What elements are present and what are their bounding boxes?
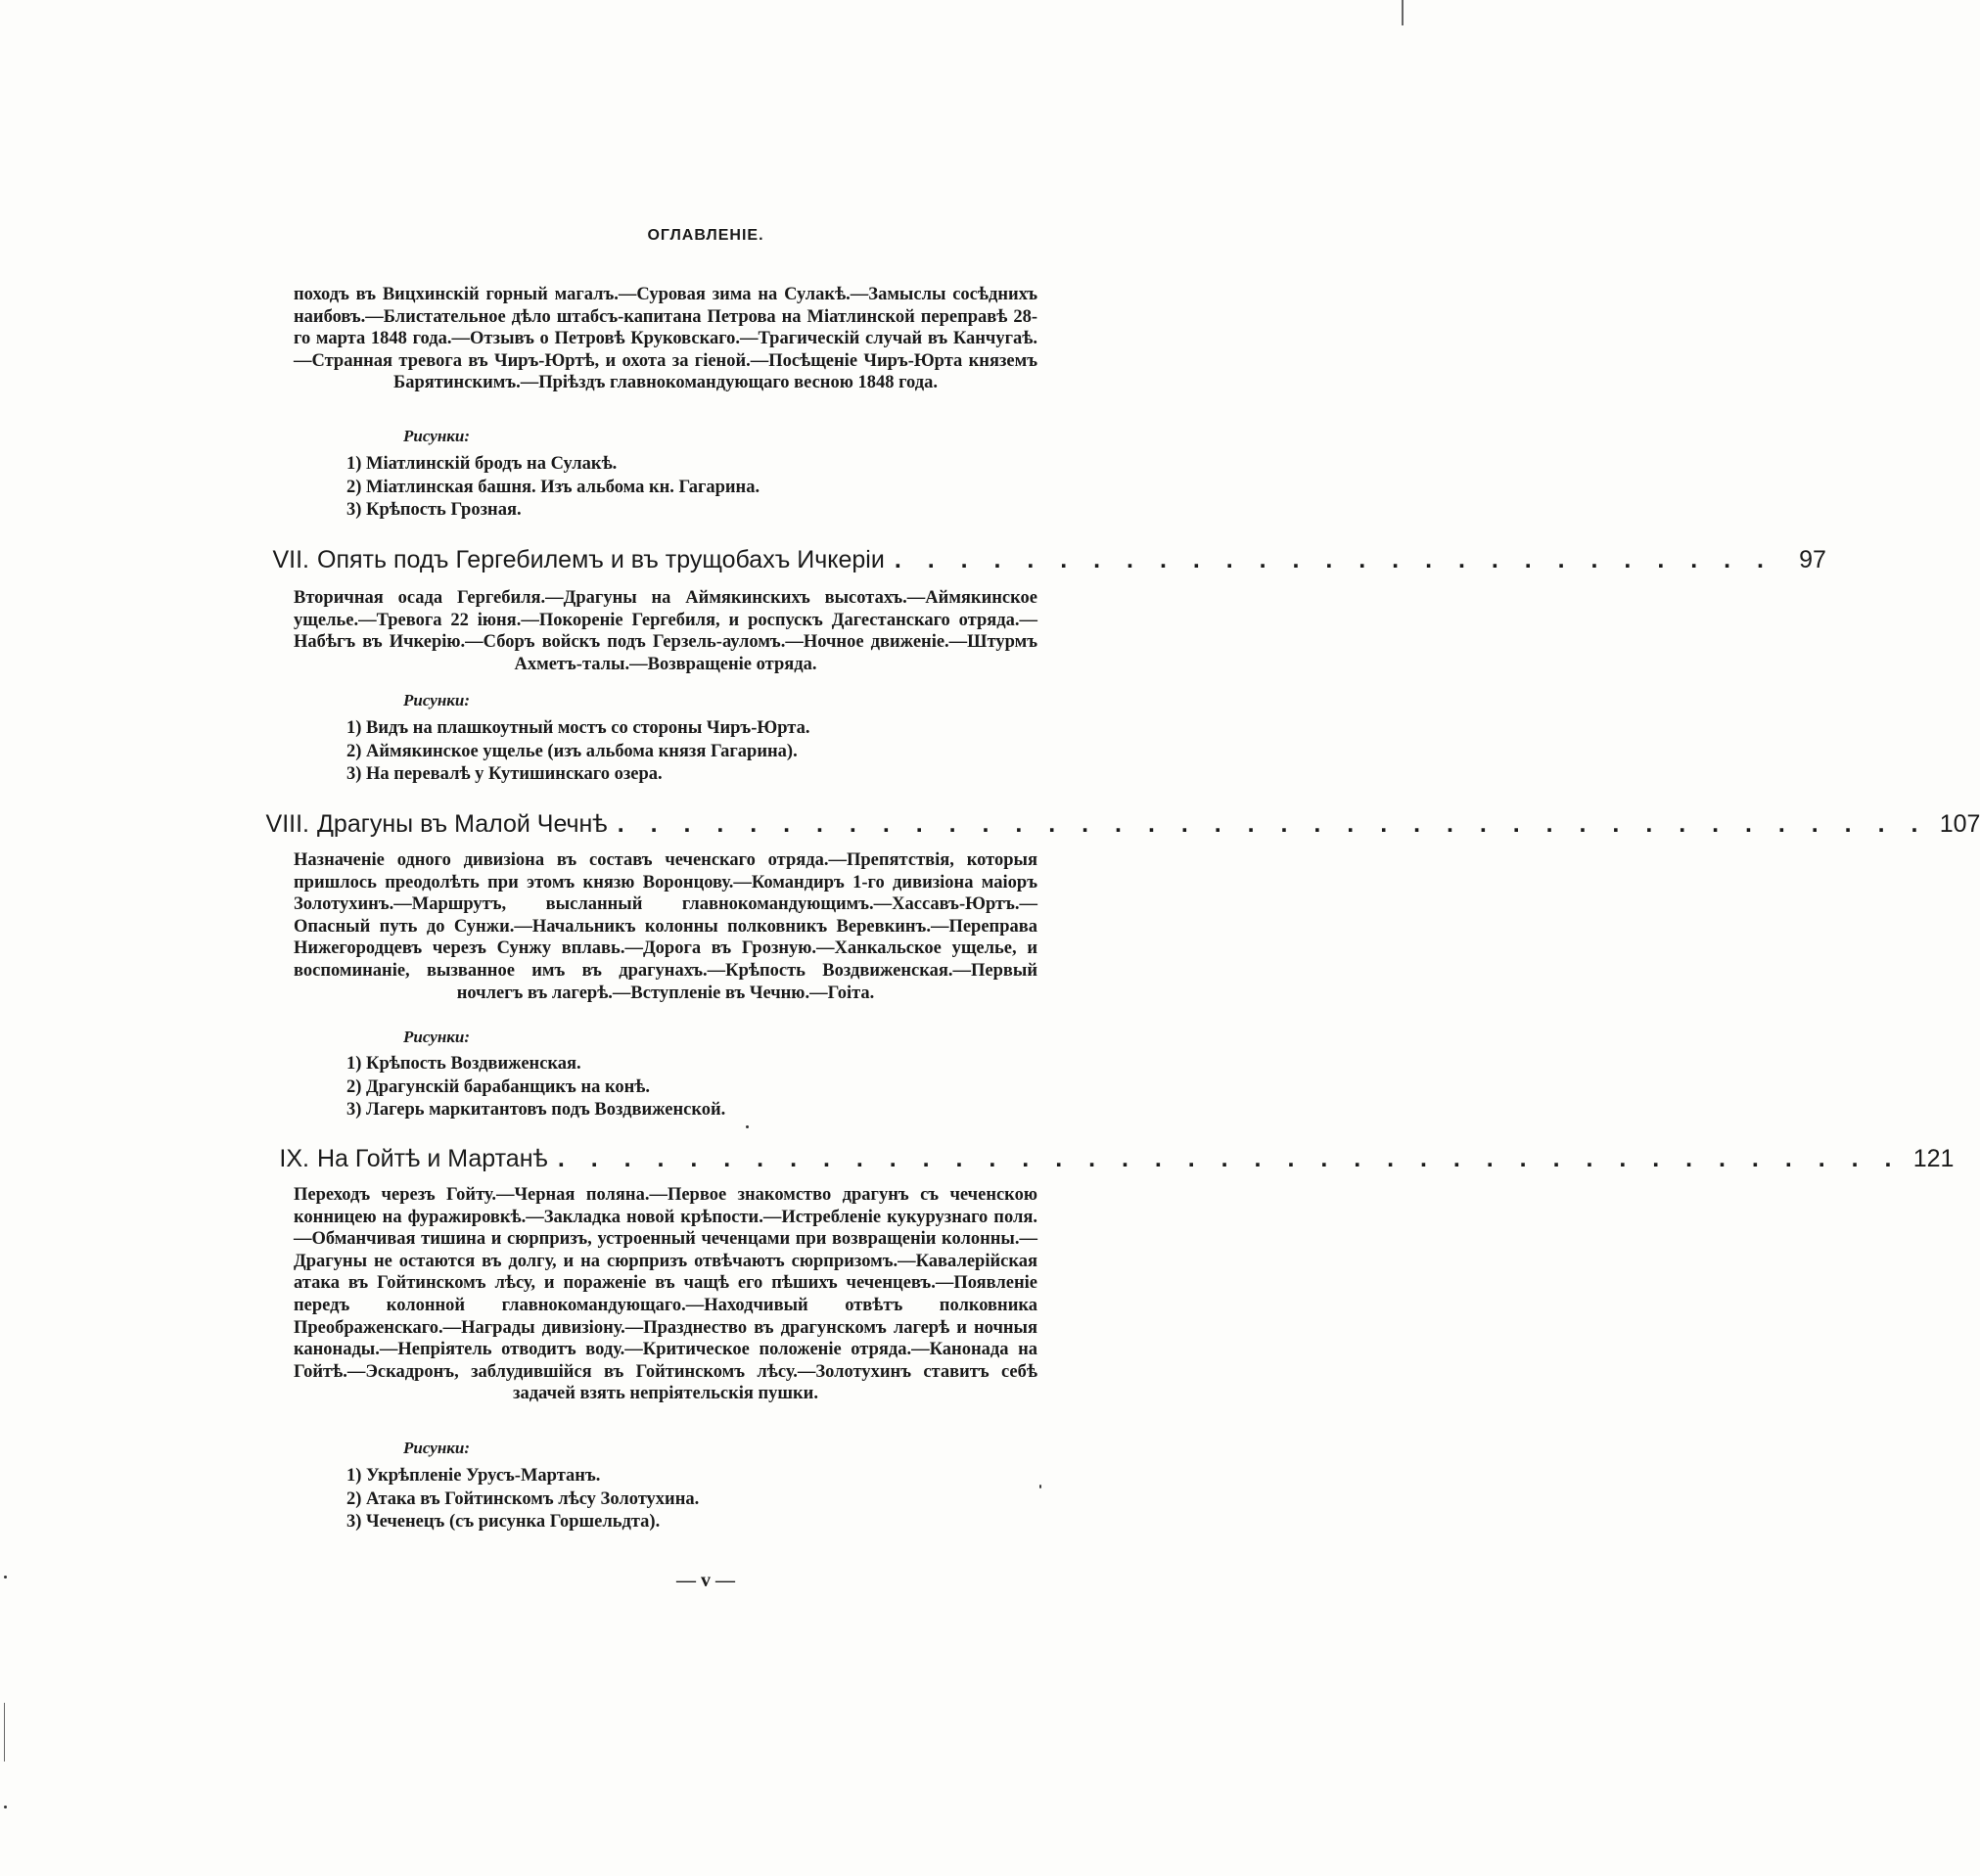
- scan-speck: [1039, 1485, 1041, 1488]
- illustrations-list: [346, 717, 809, 787]
- scan-speck: [4, 1576, 7, 1579]
- list-item: 1) Видъ на плашкоутный мостъ со стороны Чиръ-Юрта.: [346, 718, 810, 738]
- illustrations-label: Рисунки:: [403, 691, 470, 709]
- scan-speck: [746, 1125, 749, 1128]
- list-item: 3) Лагерь маркитантовъ подъ Воздвиженской.: [346, 1100, 726, 1120]
- chapter-heading-ix: [235, 1145, 1955, 1178]
- page-number: 107: [1939, 810, 1980, 838]
- chapter-number: IX.: [279, 1145, 309, 1172]
- scan-edge-mark: [4, 1703, 5, 1762]
- list-item: 2) Міатлинская башня. Изъ альбома кн. Гагарина.: [346, 477, 760, 497]
- chapter-heading-viii: [235, 810, 1980, 844]
- chapter-number: VII.: [272, 546, 309, 573]
- list-item: 1) Крѣпость Воздвиженская.: [346, 1054, 581, 1074]
- list-item: 2) Атака въ Гойтинскомъ лѣсу Золотухина.: [346, 1488, 700, 1509]
- chapter-title: Опять подъ Гергебилемъ и въ трущобахъ Ичкеріи: [317, 546, 885, 573]
- list-item: 3) На перевалѣ у Кутишинскаго озера.: [346, 764, 663, 784]
- illustrations-list: [346, 453, 760, 523]
- chapter-title: На Гойтѣ и Мартанѣ: [317, 1145, 548, 1172]
- list-item: 2) Аймякинское ущелье (изъ альбома князя Гагарина).: [346, 741, 798, 761]
- chapter-heading-vii: [235, 546, 1826, 579]
- page-number: 121: [1912, 1145, 1955, 1172]
- page-number: 97: [1799, 546, 1826, 573]
- illustrations-list: [346, 1053, 725, 1122]
- list-item: 2) Драгунскій барабанщикъ на конѣ.: [346, 1076, 651, 1097]
- illustrations-label: Рисунки:: [403, 1439, 470, 1457]
- chapter-summary: Вторичная осада Гергебиля.—Драгуны на Аймякинскихъ высотахъ.—Аймякинское ущелье.—Тревога 22 іюня.—Покореніе Гергебиля, и роспускъ Дагестанскаго отряда.—Набѣгъ въ Ичкерію.—Сборъ войскъ подъ Герзель-ауломъ.—Ночное движеніе.—Штурмъ Ахметъ-талы.—Возвращеніе отряда.: [294, 588, 1037, 674]
- chapter-summary: походъ въ Вицхинскій горный магалъ.—Суровая зима на Сулакѣ.—Замыслы сосѣднихъ наибовъ.—Блистательное дѣло штабсъ-капитана Петрова на Міатлинской переправѣ 28-го марта 1848 года.—Отзывъ о Петровѣ Круковскаго.—Трагическій случай въ Канчугаѣ.—Странная тревога въ Чиръ-Юртѣ, и охота за гіеной.—Посѣщеніе Чиръ-Юрта княземъ Барятинскимъ.—Пріѣздъ главнокомандующаго весною 1848 года.: [294, 285, 1037, 393]
- leader-dots: . . . . . . . . . . . . . . . . . . . . . . . . . . .: [894, 546, 1773, 573]
- illustrations-label: Рисунки:: [403, 427, 470, 445]
- chapter-summary: Назначеніе одного дивизіона въ составъ чеченскаго отряда.—Препятствія, которыя пришлось преодолѣть при этомъ князю Воронцову.—Командиръ 1-го дивизіона маіоръ Золотухинъ.—Маршрутъ, высланный главнокомандующимъ.—Хассавъ-Юртъ.—Опасный путь до Сунжи.—Начальникъ колонны полковникъ Веревкинъ.—Переправа Нижегородцевъ черезъ Сунжу вплавь.—Дорога въ Грозную.—Ханкальское ущелье, и воспоминаніе, вызванное имъ въ драгунахъ.—Крѣпость Воздвиженская.—Первый ночлегъ въ лагерѣ.—Вступленіе въ Чечню.—Гоіта.: [294, 850, 1037, 1003]
- list-item: 3) Крѣпость Грозная.: [346, 500, 522, 520]
- list-item: 1) Укрѣпленіе Урусъ-Мартанъ.: [346, 1466, 601, 1486]
- illustrations-label: Рисунки:: [403, 1028, 470, 1046]
- list-item: 3) Чеченецъ (съ рисунка Горшельдта).: [346, 1512, 661, 1532]
- page-header: ОГЛАВЛЕНІЕ.: [647, 227, 764, 244]
- chapter-title: Драгуны въ Малой Чечнѣ: [317, 810, 608, 838]
- chapter-summary: Переходъ черезъ Гойту.—Черная поляна.—Первое знакомство драгунъ съ чеченскою конницею на фуражировкѣ.—Закладка новой крѣпости.—Истребленіе кукурузнаго поля.—Обманчивая тишина и сюрпризъ, устроенный чеченцами при возвращеніи колонны.—Драгуны не остаются въ долгу, и на сюрпризъ отвѣчаютъ сюрпризомъ.—Кавалерійская атака въ Гойтинскомъ лѣсу, и пораженіе въ чащѣ его пѣшихъ чеченцевъ.—Появленіе передъ колонной главнокомандующаго.—Находчивый отвѣтъ полковника Преображенскаго.—Награды дивизіону.—Празднество въ драгунскомъ лагерѣ и ночныя канонады.—Непріятель отводитъ воду.—Критическое положеніе отряда.—Канонада на Гойтѣ.—Эскадронъ, заблудившійся въ Гойтинскомъ лѣсу.—Золотухинъ ставитъ себѣ задачей взять непріятельскія пушки.: [294, 1185, 1037, 1404]
- scan-speck: [4, 1806, 7, 1808]
- scan-edge-mark: [1402, 0, 1404, 25]
- leader-dots: . . . . . . . . . . . . . . . . . . . . . . . . . . . . . . . . . . . . . . . .: [617, 810, 1928, 838]
- list-item: 1) Міатлинскій бродъ на Сулакѣ.: [346, 454, 618, 474]
- page-folio: — v —: [676, 1570, 735, 1591]
- chapter-number: VIII.: [265, 810, 309, 838]
- illustrations-list: [346, 1465, 699, 1534]
- leader-dots: . . . . . . . . . . . . . . . . . . . . . . . . . . . . . . . . . . . . . . . . .: [557, 1145, 1902, 1172]
